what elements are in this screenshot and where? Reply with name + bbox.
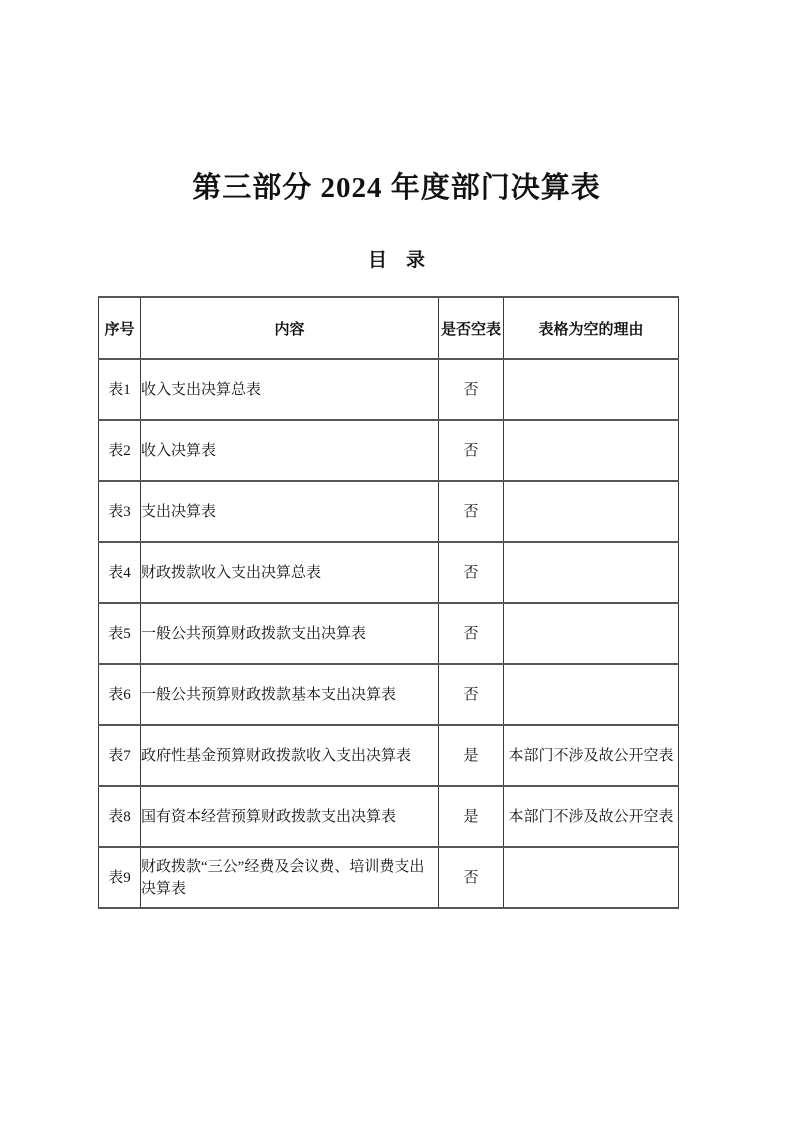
reason-cell [504,542,679,603]
header-reason: 表格为空的理由 [504,297,679,359]
toc-table [98,296,679,909]
content-cell: 收入支出决算总表 [141,359,439,420]
row-id-cell: 表2 [99,420,141,481]
header-seq: 序号 [99,297,141,359]
reason-cell [504,847,679,908]
reason-cell [504,420,679,481]
toc-heading: 目 录 [367,250,425,271]
row-id-cell: 表3 [99,481,141,542]
row-id-cell: 表6 [99,664,141,725]
is-empty-cell: 否 [439,664,504,725]
is-empty-cell: 否 [439,359,504,420]
content-cell: 政府性基金预算财政拨款收入支出决算表 [141,725,439,786]
reason-cell [504,359,679,420]
content-cell: 收入决算表 [141,420,439,481]
row-id-cell: 表1 [99,359,141,420]
table-row [99,481,679,542]
content-cell: 一般公共预算财政拨款基本支出决算表 [141,664,439,725]
table-row [99,542,679,603]
table-row [99,786,679,847]
row-id-cell: 表4 [99,542,141,603]
content-cell: 国有资本经营预算财政拨款支出决算表 [141,786,439,847]
row-id-cell: 表5 [99,603,141,664]
table-row [99,664,679,725]
row-id-cell: 表7 [99,725,141,786]
table-row [99,725,679,786]
content-cell: 财政拨款“三公”经费及会议费、培训费支出决算表 [141,847,439,908]
page-title: 第三部分 2024 年度部门决算表 [192,172,601,204]
header-is-empty: 是否空表 [439,297,504,359]
reason-cell: 本部门不涉及故公开空表 [504,725,679,786]
is-empty-cell: 是 [439,725,504,786]
table-row [99,847,679,908]
reason-cell: 本部门不涉及故公开空表 [504,786,679,847]
is-empty-cell: 否 [439,542,504,603]
is-empty-cell: 否 [439,420,504,481]
content-cell: 一般公共预算财政拨款支出决算表 [141,603,439,664]
is-empty-cell: 否 [439,847,504,908]
table-header-row [99,297,679,359]
reason-cell [504,664,679,725]
table-row [99,420,679,481]
table-row [99,359,679,420]
is-empty-cell: 是 [439,786,504,847]
row-id-cell: 表9 [99,847,141,908]
is-empty-cell: 否 [439,603,504,664]
header-content: 内容 [141,297,439,359]
is-empty-cell: 否 [439,481,504,542]
reason-cell [504,603,679,664]
content-cell: 支出决算表 [141,481,439,542]
row-id-cell: 表8 [99,786,141,847]
content-cell: 财政拨款收入支出决算总表 [141,542,439,603]
table-row [99,603,679,664]
reason-cell [504,481,679,542]
